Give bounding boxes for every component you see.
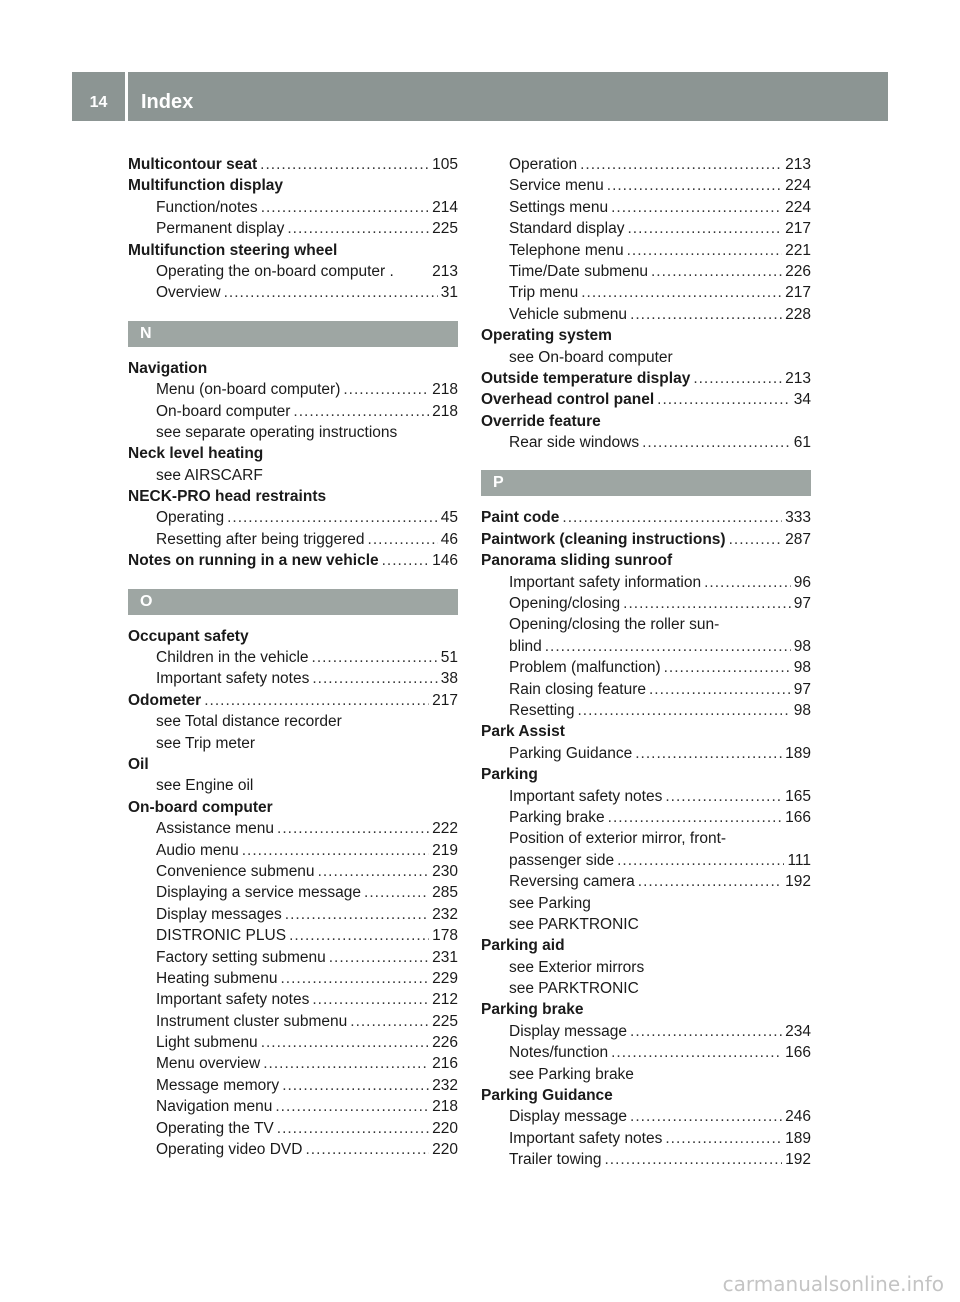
index-subentry[interactable]: [128, 507, 458, 528]
entry-label: see Exterior mirrors: [509, 958, 645, 976]
index-subentry: [481, 614, 811, 635]
dot-leader: [627, 218, 782, 239]
header-divider: [125, 72, 128, 121]
page-reference[interactable]: 212: [432, 991, 458, 1009]
page-reference[interactable]: 213: [785, 156, 811, 173]
entry-label: Standard display: [509, 220, 625, 238]
page-reference[interactable]: 221: [785, 241, 811, 259]
dot-leader: [204, 690, 429, 711]
page-reference[interactable]: 166: [785, 1044, 811, 1062]
dot-leader: [545, 636, 791, 657]
entry-label: On-board computer: [128, 798, 273, 816]
dot-leader: [623, 593, 791, 614]
index-entry: [481, 999, 811, 1020]
entry-label: Multifunction steering wheel: [128, 241, 338, 259]
entry-label: Trip menu: [509, 284, 579, 302]
index-subentry[interactable]: [128, 861, 458, 882]
index-entry[interactable]: [481, 507, 811, 528]
page-reference[interactable]: 218: [432, 381, 458, 399]
entry-label: see Parking: [509, 894, 591, 912]
index-subentry[interactable]: [481, 743, 811, 764]
entry-label: Important safety notes: [156, 670, 310, 688]
dot-leader: [277, 1118, 429, 1139]
page-reference[interactable]: 38: [440, 670, 458, 688]
index-subentry[interactable]: [481, 572, 811, 593]
index-subentry: [481, 828, 811, 849]
page-reference[interactable]: 189: [785, 1129, 811, 1147]
index-subentry[interactable]: [128, 947, 458, 968]
dot-leader: [312, 668, 437, 689]
dot-leader: [627, 240, 783, 261]
entry-label: Light submenu: [156, 1034, 258, 1052]
page-reference[interactable]: 98: [793, 637, 811, 655]
page-reference[interactable]: 97: [793, 595, 811, 613]
index-subentry[interactable]: [481, 1021, 811, 1042]
dot-leader: [289, 925, 429, 946]
index-subentry[interactable]: [481, 197, 811, 218]
index-subentry: [481, 957, 811, 978]
entry-label: Paintwork (cleaning instructions): [481, 530, 726, 548]
entry-label: passenger side: [509, 851, 615, 869]
entry-label: Multicontour seat: [128, 156, 258, 173]
index-subentry[interactable]: [481, 657, 811, 678]
page-reference[interactable]: 232: [432, 905, 458, 923]
index-subentry[interactable]: [481, 679, 811, 700]
dot-leader: [635, 743, 782, 764]
index-entry: [128, 486, 458, 507]
page-reference[interactable]: 229: [432, 969, 458, 987]
entry-label: Outside temperature display: [481, 369, 691, 387]
dot-leader: [581, 282, 782, 303]
entry-label: blind: [509, 637, 542, 655]
dot-leader: [580, 154, 782, 175]
page-reference[interactable]: 231: [432, 948, 458, 966]
dot-leader: [285, 904, 429, 925]
page-reference[interactable]: 226: [785, 262, 811, 280]
entry-label: Factory setting submenu: [156, 948, 326, 966]
index-subentry: [481, 347, 811, 368]
dot-leader: [665, 786, 782, 807]
index-subentry[interactable]: [128, 379, 458, 400]
index-subentry: [481, 893, 811, 914]
entry-label: Permanent display: [156, 220, 285, 238]
page-reference[interactable]: 98: [793, 659, 811, 677]
entry-label: Heating submenu: [156, 969, 278, 987]
index-entry: [128, 443, 458, 464]
entry-label: Children in the vehicle: [156, 649, 309, 667]
index-subentry[interactable]: [481, 240, 811, 261]
dot-leader: [224, 282, 438, 303]
dot-leader: [350, 1011, 429, 1032]
dot-leader: [312, 989, 429, 1010]
entry-label: see PARKTRONIC: [509, 980, 639, 998]
index-entry: [128, 175, 458, 196]
entry-label: Time/Date submenu: [509, 262, 648, 280]
index-entry: [128, 754, 458, 775]
page-reference[interactable]: 51: [440, 649, 458, 667]
page-reference[interactable]: 166: [785, 808, 811, 826]
entry-label: Rear side windows: [509, 434, 640, 452]
index-subentry[interactable]: [128, 1053, 458, 1074]
page-reference[interactable]: 45: [440, 509, 458, 527]
index-subentry[interactable]: [128, 529, 458, 550]
index-subentry[interactable]: [128, 647, 458, 668]
page-reference[interactable]: 192: [785, 1151, 811, 1169]
entry-label: Resetting: [509, 701, 575, 719]
entry-label: Menu (on-board computer): [156, 381, 341, 399]
entry-label: Operating the on-board computer .: [156, 262, 394, 280]
entry-label: Message memory: [156, 1076, 280, 1094]
dot-leader: [318, 861, 430, 882]
dot-leader: [382, 550, 430, 571]
entry-label: see On-board computer: [509, 348, 673, 366]
index-subentry[interactable]: [128, 282, 458, 303]
index-subentry[interactable]: [481, 636, 811, 657]
dot-leader: [657, 389, 791, 410]
index-entry: [481, 1085, 811, 1106]
page-reference[interactable]: 224: [785, 198, 811, 216]
index-subentry[interactable]: [128, 218, 458, 239]
page-reference[interactable]: 333: [785, 509, 811, 527]
page-reference[interactable]: 230: [432, 862, 458, 880]
index-subentry[interactable]: [481, 154, 811, 175]
dot-leader: [260, 154, 429, 175]
entry-label: Paint code: [481, 509, 560, 527]
index-subentry[interactable]: [128, 1139, 458, 1160]
page-reference[interactable]: 219: [432, 841, 458, 859]
entry-label: Override feature: [481, 412, 601, 430]
index-entry[interactable]: [128, 690, 458, 711]
page-reference[interactable]: 97: [793, 680, 811, 698]
page-reference[interactable]: 225: [432, 220, 458, 238]
page-reference[interactable]: 111: [787, 851, 811, 869]
dot-leader: [293, 401, 429, 422]
dot-leader: [312, 647, 438, 668]
entry-label: see separate operating instructions: [156, 423, 398, 441]
index-subentry[interactable]: [128, 1118, 458, 1139]
entry-label: Navigation menu: [156, 1098, 273, 1116]
page-reference[interactable]: 189: [785, 744, 811, 762]
index-subentry: [128, 775, 458, 796]
page-reference[interactable]: 96: [793, 573, 811, 591]
dot-leader: [282, 1075, 429, 1096]
entry-label: Navigation: [128, 359, 208, 377]
entry-label: Parking aid: [481, 937, 565, 955]
entry-label: Parking: [481, 766, 538, 784]
index-subentry[interactable]: [128, 1011, 458, 1032]
index-subentry[interactable]: [128, 989, 458, 1010]
entry-label: Oil: [128, 755, 149, 773]
index-subentry[interactable]: [128, 1096, 458, 1117]
entry-label: Operating video DVD: [156, 1141, 303, 1159]
entry-label: Menu overview: [156, 1055, 261, 1073]
index-subentry[interactable]: [128, 818, 458, 839]
index-subentry[interactable]: [481, 593, 811, 614]
index-subentry[interactable]: [481, 1042, 811, 1063]
entry-label: Display message: [509, 1022, 628, 1040]
watermark: carmanualsonline.info: [722, 1272, 944, 1296]
entry-label: Vehicle submenu: [509, 305, 628, 323]
index-subentry[interactable]: [481, 807, 811, 828]
entry-label: Settings menu: [509, 198, 609, 216]
dot-leader: [275, 1096, 429, 1117]
entry-label: Displaying a service message: [156, 884, 362, 902]
index-entry[interactable]: [128, 550, 458, 571]
index-subentry[interactable]: [128, 968, 458, 989]
index-entry: [481, 411, 811, 432]
entry-label: Instrument cluster submenu: [156, 1012, 348, 1030]
entry-label: Important safety notes: [509, 787, 663, 805]
index-subentry[interactable]: [481, 1149, 811, 1170]
page-number: 14: [89, 93, 108, 111]
page-reference[interactable]: 46: [440, 530, 458, 548]
page-reference[interactable]: 217: [785, 284, 811, 302]
dot-leader: [287, 218, 429, 239]
index-entry: [128, 797, 458, 818]
entry-label: Occupant safety: [128, 627, 249, 645]
entry-label: Rain closing feature: [509, 680, 646, 698]
dot-leader: [343, 379, 429, 400]
index-subentry[interactable]: [128, 1075, 458, 1096]
index-subentry[interactable]: [128, 882, 458, 903]
entry-label: NECK-PRO head restraints: [128, 488, 327, 506]
entry-label: Parking Guidance: [481, 1087, 613, 1105]
index-subentry: [128, 711, 458, 732]
index-column-left: [128, 154, 458, 1160]
page-reference[interactable]: 98: [793, 701, 811, 719]
index-column-right: [481, 154, 811, 1171]
index-subentry[interactable]: [128, 1032, 458, 1053]
entry-label: Problem (malfunction): [509, 659, 661, 677]
index-subentry[interactable]: [481, 786, 811, 807]
page-reference[interactable]: 165: [785, 787, 811, 805]
entry-label: Display message: [509, 1108, 628, 1126]
page-reference[interactable]: 214: [432, 198, 458, 216]
page-reference[interactable]: 246: [785, 1108, 811, 1126]
index-subentry[interactable]: [481, 700, 811, 721]
dot-leader: [364, 882, 429, 903]
index-subentry[interactable]: [128, 668, 458, 689]
entry-label: see Total distance recorder: [156, 713, 342, 731]
page-reference[interactable]: 285: [432, 884, 458, 902]
entry-label: Overhead control panel: [481, 391, 655, 409]
index-entry[interactable]: [128, 154, 458, 175]
page-title: Index: [141, 91, 194, 113]
index-subentry[interactable]: [481, 218, 811, 239]
entry-label: Opening/closing the roller sun-: [509, 616, 720, 634]
page-reference[interactable]: 192: [785, 873, 811, 891]
page-reference[interactable]: 61: [793, 434, 811, 452]
index-subentry: [128, 465, 458, 486]
dot-leader: [261, 197, 429, 218]
entry-label: Multifunction display: [128, 177, 283, 195]
index-subentry[interactable]: [481, 1128, 811, 1149]
entry-label: Resetting after being triggered: [156, 530, 365, 548]
page-reference[interactable]: 217: [432, 691, 458, 709]
dot-leader: [693, 368, 782, 389]
index-subentry[interactable]: [128, 261, 458, 282]
section-letter: N: [128, 321, 458, 347]
index-entry[interactable]: [481, 389, 811, 410]
entry-label: see Engine oil: [156, 777, 254, 795]
page-reference[interactable]: 178: [432, 927, 458, 945]
page-reference[interactable]: 225: [432, 1012, 458, 1030]
dot-leader: [630, 1021, 782, 1042]
page-reference[interactable]: 226: [432, 1034, 458, 1052]
section-letter: O: [128, 589, 458, 615]
index-subentry[interactable]: [481, 850, 811, 871]
dot-leader: [642, 432, 791, 453]
index-subentry[interactable]: [128, 840, 458, 861]
dot-leader: [638, 871, 782, 892]
entry-label: see Trip meter: [156, 734, 256, 752]
dot-leader: [242, 840, 429, 861]
index-entry[interactable]: [481, 529, 811, 550]
dot-leader: [704, 572, 791, 593]
dot-leader: [608, 807, 782, 828]
entry-label: Trailer towing: [509, 1151, 602, 1169]
page-reference[interactable]: 220: [432, 1141, 458, 1159]
page-reference[interactable]: 213: [432, 262, 458, 280]
index-subentry[interactable]: [128, 904, 458, 925]
dot-leader: [665, 1128, 782, 1149]
index-entry: [128, 240, 458, 261]
entry-label: Display messages: [156, 905, 282, 923]
dot-leader: [617, 850, 784, 871]
dot-leader: [281, 968, 430, 989]
entry-label: see Parking brake: [509, 1065, 634, 1083]
page-reference[interactable]: 216: [432, 1055, 458, 1073]
index-subentry[interactable]: [128, 401, 458, 422]
index-subentry[interactable]: [481, 282, 811, 303]
entry-label: Important safety information: [509, 573, 702, 591]
entry-label: Reversing camera: [509, 873, 635, 891]
page-reference[interactable]: 146: [432, 552, 458, 570]
dot-leader: [630, 1106, 782, 1127]
page-reference[interactable]: 224: [785, 177, 811, 195]
dot-leader: [630, 304, 782, 325]
page-reference[interactable]: 234: [785, 1022, 811, 1040]
entry-label: Service menu: [509, 177, 604, 195]
dot-leader: [577, 700, 790, 721]
entry-label: Operating system: [481, 327, 612, 345]
dot-leader: [227, 507, 438, 528]
index-subentry[interactable]: [481, 261, 811, 282]
entry-label: Operating: [156, 509, 225, 527]
page-reference[interactable]: 222: [432, 820, 458, 838]
entry-label: Notes on running in a new vehicle: [128, 552, 379, 570]
entry-label: Audio menu: [156, 841, 239, 859]
entry-label: On-board computer: [156, 402, 291, 420]
dot-leader: [611, 1042, 782, 1063]
index-subentry: [128, 422, 458, 443]
entry-label: Opening/closing: [509, 595, 621, 613]
entry-label: see AIRSCARF: [156, 466, 263, 484]
index-subentry[interactable]: [481, 1106, 811, 1127]
entry-label: Odometer: [128, 691, 202, 709]
entry-label: Overview: [156, 284, 221, 302]
entry-label: see PARKTRONIC: [509, 915, 639, 933]
page-reference[interactable]: 218: [432, 1098, 458, 1116]
entry-label: Park Assist: [481, 723, 565, 741]
dot-leader: [368, 529, 438, 550]
index-subentry[interactable]: [481, 871, 811, 892]
page-reference[interactable]: 105: [432, 156, 458, 173]
dot-leader: [261, 1032, 429, 1053]
entry-label: Operation: [509, 156, 578, 173]
page-header: [72, 72, 888, 121]
index-entry: [128, 358, 458, 379]
page-reference[interactable]: 232: [432, 1076, 458, 1094]
dot-leader: [649, 679, 791, 700]
dot-leader: [611, 197, 782, 218]
index-entry: [128, 626, 458, 647]
index-subentry[interactable]: [481, 432, 811, 453]
index-subentry: [128, 733, 458, 754]
page-reference[interactable]: 228: [785, 305, 811, 323]
dot-leader: [562, 507, 782, 528]
page-reference[interactable]: 213: [785, 369, 811, 387]
index-subentry[interactable]: [128, 197, 458, 218]
entry-label: DISTRONIC PLUS: [156, 927, 287, 945]
section-letter: P: [481, 470, 811, 496]
entry-label: Position of exterior mirror, front-: [509, 830, 727, 848]
page-reference[interactable]: 31: [440, 284, 458, 302]
page-reference[interactable]: 34: [793, 391, 811, 409]
entry-label: Notes/function: [509, 1044, 609, 1062]
dot-leader: [607, 175, 782, 196]
entry-label: Parking Guidance: [509, 744, 633, 762]
dot-leader: [664, 657, 791, 678]
index-subentry[interactable]: [481, 304, 811, 325]
entry-label: Convenience submenu: [156, 862, 315, 880]
entry-label: Telephone menu: [509, 241, 624, 259]
entry-label: Assistance menu: [156, 820, 275, 838]
dot-leader: [604, 1149, 782, 1170]
page-reference[interactable]: 287: [785, 530, 811, 548]
index-entry: [481, 721, 811, 742]
index-subentry: [481, 914, 811, 935]
dot-leader: [729, 529, 783, 550]
index-entry: [481, 550, 811, 571]
index-entry: [481, 325, 811, 346]
entry-label: Function/notes: [156, 198, 258, 216]
dot-leader: [277, 818, 429, 839]
dot-leader: [651, 261, 782, 282]
entry-label: Important safety notes: [509, 1129, 663, 1147]
dot-leader: [305, 1139, 429, 1160]
entry-label: Parking brake: [481, 1001, 584, 1019]
entry-label: Neck level heating: [128, 445, 264, 463]
entry-label: Important safety notes: [156, 991, 310, 1009]
index-subentry: [481, 978, 811, 999]
index-entry[interactable]: [481, 368, 811, 389]
page-reference[interactable]: 220: [432, 1119, 458, 1137]
page-reference[interactable]: 217: [785, 220, 811, 238]
index-subentry: [481, 1064, 811, 1085]
page-reference[interactable]: 218: [432, 402, 458, 420]
dot-leader: [263, 1053, 429, 1074]
dot-leader: [329, 947, 429, 968]
index-entry: [481, 764, 811, 785]
index-subentry[interactable]: [128, 925, 458, 946]
index-entry: [481, 935, 811, 956]
index-subentry[interactable]: [481, 175, 811, 196]
entry-label: Operating the TV: [156, 1119, 274, 1137]
entry-label: Panorama sliding sunroof: [481, 552, 673, 570]
entry-label: Parking brake: [509, 808, 605, 826]
